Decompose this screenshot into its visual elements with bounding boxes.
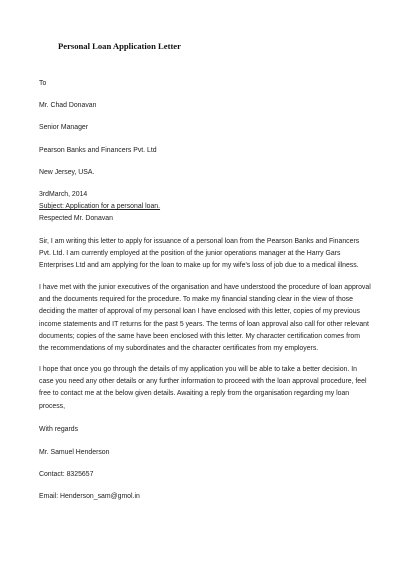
sender-name: Mr. Samuel Henderson bbox=[39, 449, 110, 456]
paragraph-line: documents; copies of the same have been enclosed with this letter. My character certification comes from bbox=[39, 332, 360, 340]
page-title: Personal Loan Application Letter bbox=[58, 41, 181, 51]
recipient-location: New Jersey, USA. bbox=[39, 169, 95, 176]
letter-subject: Subject: Application for a personal loan. bbox=[39, 203, 161, 210]
paragraph-line: and the documents required for the procedure. To make my financial standing clear in the view of those bbox=[39, 296, 353, 304]
paragraph-1 bbox=[39, 236, 361, 273]
recipient-company: Pearson Banks and Financers Pvt. Ltd bbox=[39, 147, 157, 154]
paragraph-2 bbox=[39, 282, 371, 355]
paragraph-line: process, bbox=[39, 402, 66, 410]
closing: With regards bbox=[39, 426, 79, 433]
letter-date: 3rdMarch, 2014 bbox=[39, 191, 88, 198]
sender-contact: Contact: 8325657 bbox=[39, 471, 94, 478]
paragraph-line: case you need any other details or any further information to proceed with the loan approval procedure, feel bbox=[39, 378, 367, 386]
paragraph-line: Sir, I am writing this letter to apply for issuance of a personal loan from the Pearson Banks and Financers bbox=[39, 238, 360, 245]
paragraph-line: free to contact me at the below given details. Awaiting a reply from the organisation regarding my loan bbox=[39, 390, 350, 398]
paragraph-line: Enterprises Ltd and am applying for the loan to make up for my wife's loss of job due to a medical illness. bbox=[39, 262, 359, 270]
paragraph-3 bbox=[39, 364, 367, 413]
salutation: Respected Mr. Donavan bbox=[39, 215, 113, 222]
paragraph-line: the recommendations of my subordinates and the character certificates from my employers. bbox=[39, 345, 319, 353]
to-label: To bbox=[39, 80, 47, 87]
paragraph-line: income statements and IT returns for the past 5 years. The terms of loan approval also call for other relevant bbox=[39, 320, 369, 328]
paragraph-line: I hope that once you go through the details of my application you will be able to take a better decision. In bbox=[39, 366, 357, 373]
paragraph-line: Pvt. Ltd. I am currently employed at the position of the junior operations manager at the Harry Gars bbox=[39, 250, 341, 258]
recipient-name: Mr. Chad Donavan bbox=[39, 102, 97, 109]
recipient-title: Senior Manager bbox=[39, 124, 89, 131]
paragraph-line: I have met with the junior executives of the organisation and have understood the procedure of loan approval bbox=[39, 284, 371, 291]
paragraph-line: deciding the matter of approval of my personal loan I have enclosed with this letter, copies of my previous bbox=[39, 308, 360, 316]
sender-email: Email: Henderson_sam@gmol.in bbox=[39, 493, 140, 500]
